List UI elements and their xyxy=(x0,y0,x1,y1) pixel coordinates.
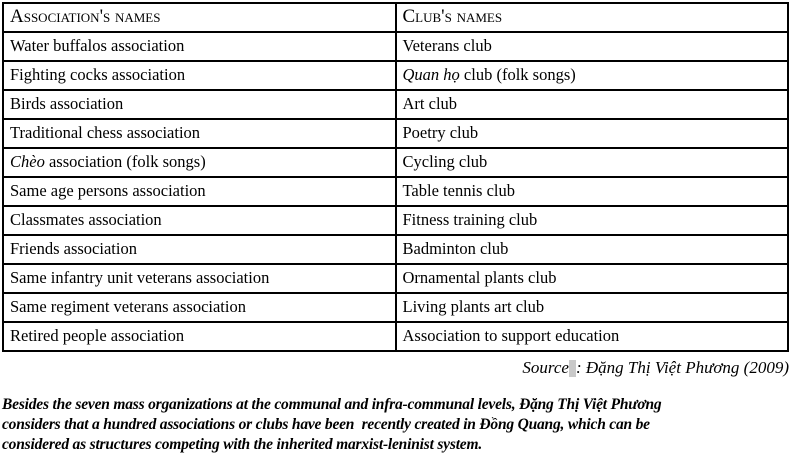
club-cell xyxy=(396,264,789,293)
table-row xyxy=(3,206,788,235)
text-segment: Art club xyxy=(402,94,458,113)
association-cell xyxy=(3,322,396,351)
association-cell xyxy=(3,264,396,293)
source-line xyxy=(0,357,789,379)
association-cell xyxy=(3,90,396,119)
association-cell xyxy=(3,61,396,90)
club-cell xyxy=(396,293,789,322)
text-segment: Ornamental plants club xyxy=(402,268,557,287)
table-row xyxy=(3,177,788,206)
text-segment: Living plants art club xyxy=(402,297,545,316)
note-line: Besides the seven mass organizations at the communal and infra-communal levels, Đặng Thị Việt Phương xyxy=(2,396,662,413)
text-segment: Water buffalos association xyxy=(10,36,185,55)
table-row xyxy=(3,32,788,61)
table-row xyxy=(3,90,788,119)
table-row xyxy=(3,264,788,293)
association-cell xyxy=(3,293,396,322)
text-segment: Table tennis club xyxy=(402,181,515,200)
text-segment: association (folk songs) xyxy=(44,152,206,171)
text-segment: Retired people association xyxy=(10,326,185,345)
italic-text-segment: Quan họ xyxy=(402,65,460,84)
text-segment: Same age persons association xyxy=(10,181,206,200)
text-segment: Cycling club xyxy=(402,152,488,171)
table-body xyxy=(3,32,788,351)
text-segment: Fitness training club xyxy=(402,210,538,229)
source-label: Source xyxy=(522,358,569,377)
text-segment: Birds association xyxy=(10,94,124,113)
table-row xyxy=(3,61,788,90)
text-segment: Classmates association xyxy=(10,210,162,229)
highlighted-space xyxy=(569,360,576,377)
club-cell xyxy=(396,32,789,61)
association-cell xyxy=(3,235,396,264)
italic-text-segment: Chèo xyxy=(10,152,45,171)
text-segment: Poetry club xyxy=(402,123,479,142)
text-segment: Association to support education xyxy=(402,326,620,345)
club-cell xyxy=(396,322,789,351)
text-segment: Veterans club xyxy=(402,36,492,55)
text-segment: Friends association xyxy=(10,239,137,258)
text-segment: Fighting cocks association xyxy=(10,65,186,84)
club-cell xyxy=(396,148,789,177)
text-segment: Same infantry unit veterans association xyxy=(10,268,270,287)
associations-clubs-table xyxy=(2,2,789,352)
table-row xyxy=(3,235,788,264)
text-segment: Traditional chess association xyxy=(10,123,201,142)
club-cell xyxy=(396,235,789,264)
column-header-clubs: Club's names xyxy=(396,3,789,32)
header-row xyxy=(3,3,788,32)
association-cell xyxy=(3,32,396,61)
table-row xyxy=(3,119,788,148)
table-row xyxy=(3,322,788,351)
text-segment: Badminton club xyxy=(402,239,509,258)
club-cell xyxy=(396,206,789,235)
table-row xyxy=(3,293,788,322)
association-cell xyxy=(3,177,396,206)
association-cell xyxy=(3,148,396,177)
source-citation: Đặng Thị Việt Phương (2009) xyxy=(585,358,789,377)
club-cell xyxy=(396,119,789,148)
text-segment: Same regiment veterans association xyxy=(10,297,246,316)
association-cell xyxy=(3,119,396,148)
club-cell xyxy=(396,61,789,90)
club-cell xyxy=(396,177,789,206)
text-segment: club (folk songs) xyxy=(459,65,576,84)
note-line: considered as structures competing with the inherited marxist-leninist system. xyxy=(2,436,483,453)
page xyxy=(0,2,794,456)
column-header-associations: Association's names xyxy=(3,3,396,32)
note-paragraph xyxy=(2,395,794,455)
association-cell xyxy=(3,206,396,235)
source-separator: : xyxy=(575,358,582,377)
note-line: considers that a hundred associations or clubs have been recently created in Đồng Quang, which can be xyxy=(2,416,650,433)
table-row xyxy=(3,148,788,177)
club-cell xyxy=(396,90,789,119)
